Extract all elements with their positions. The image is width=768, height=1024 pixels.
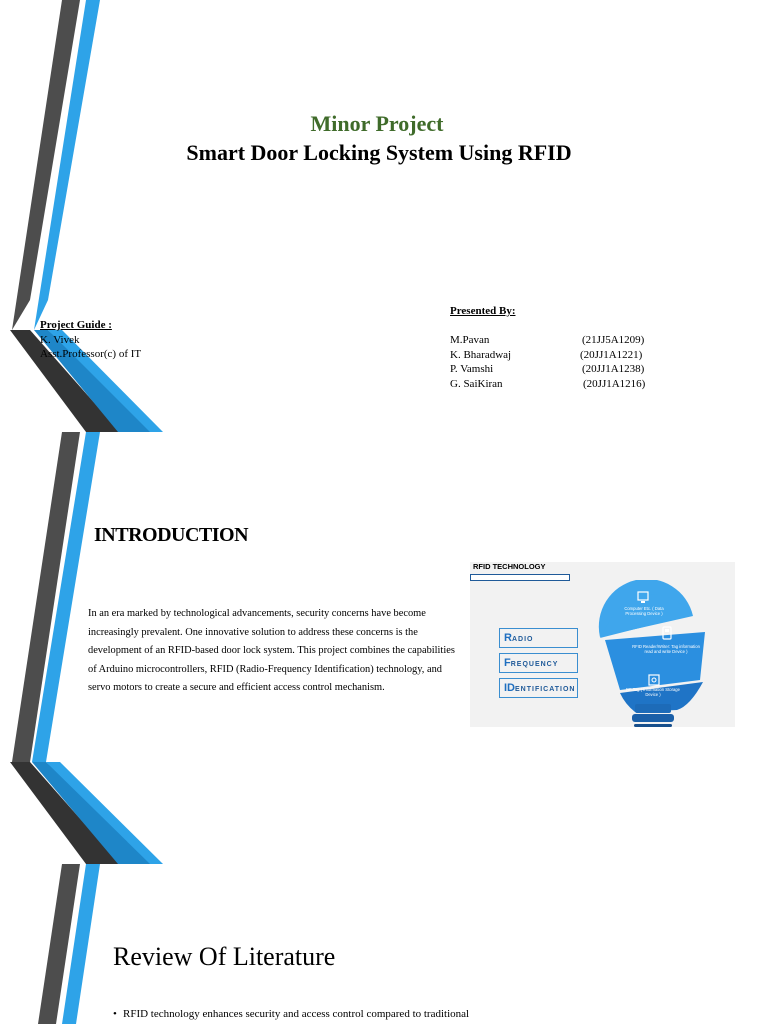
presenter-name: M.Pavan — [450, 334, 490, 346]
project-subtitle: Minor Project — [310, 111, 444, 136]
guide-heading: Project Guide : — [40, 319, 112, 331]
acronym-radio: RADIO — [499, 628, 578, 648]
list-item: • RFID technology enhances security and access control compared to traditional — [113, 1007, 469, 1022]
decorative-stripes — [0, 864, 110, 1024]
guide-block — [40, 318, 141, 362]
guide-role: Asst.Professor(c) of IT — [40, 348, 142, 360]
acronym-frequency: FREQUENCY — [499, 653, 578, 673]
intro-paragraph: In an era marked by technological advancements, security concerns have become increasingly prevalent. One innovative solution to address these concerns is the development of an RFID-based door lock system. This project combines the capabilities of Arduino microcontrollers, RFID (Radio-Frequency Identification) technology, and servo motors to create a secure and efficient access control mechanism. — [88, 608, 455, 694]
presenter-roll: (20JJ1A1216) — [583, 377, 646, 390]
presenter-row — [450, 333, 645, 348]
presenter-roll: (20JJ1A1238) — [582, 363, 645, 375]
presenter-roll: (20JJ1A1221) — [580, 348, 643, 361]
decorative-stripes — [0, 0, 170, 432]
slide-introduction — [0, 432, 768, 864]
reader-icon — [661, 626, 673, 640]
presenter-name: P. Vamshi — [450, 363, 494, 375]
slide-title — [0, 0, 768, 432]
presenter-row — [450, 348, 645, 363]
bulb-label-tag: RF Tag ( Information Storage Device ) — [626, 687, 680, 697]
bulb-label-computer: Computer Etc. ( Data Processing Device ) — [624, 606, 664, 616]
presenter-name: K. Bharadwaj — [450, 348, 512, 361]
presenters-block — [450, 304, 645, 391]
project-title: Smart Door Locking System Using RFID — [186, 140, 572, 165]
figure-title: RFID TECHNOLOGY — [473, 562, 546, 571]
tag-icon — [648, 674, 660, 686]
presenter-row — [450, 362, 645, 377]
presenter-row — [450, 377, 645, 392]
section-heading: INTRODUCTION — [94, 524, 249, 546]
guide-name: K. Vivek — [40, 333, 80, 346]
rfid-figure — [470, 562, 735, 727]
literature-bullets — [113, 1007, 469, 1022]
slide-review — [0, 864, 768, 1024]
section-heading: Review Of Literature — [113, 942, 336, 971]
bulb-label-reader: RFID Reader/Writer: Tag information read and write Device ) — [632, 644, 700, 654]
presenter-name: G. SaiKiran — [450, 377, 503, 390]
acronym-identification: IDENTIFICATION — [499, 678, 578, 698]
presenters-heading: Presented By: — [450, 305, 516, 317]
figure-title-underline — [470, 574, 570, 581]
computer-icon — [636, 591, 650, 604]
presenter-roll: (21JJ5A1209) — [582, 334, 645, 346]
